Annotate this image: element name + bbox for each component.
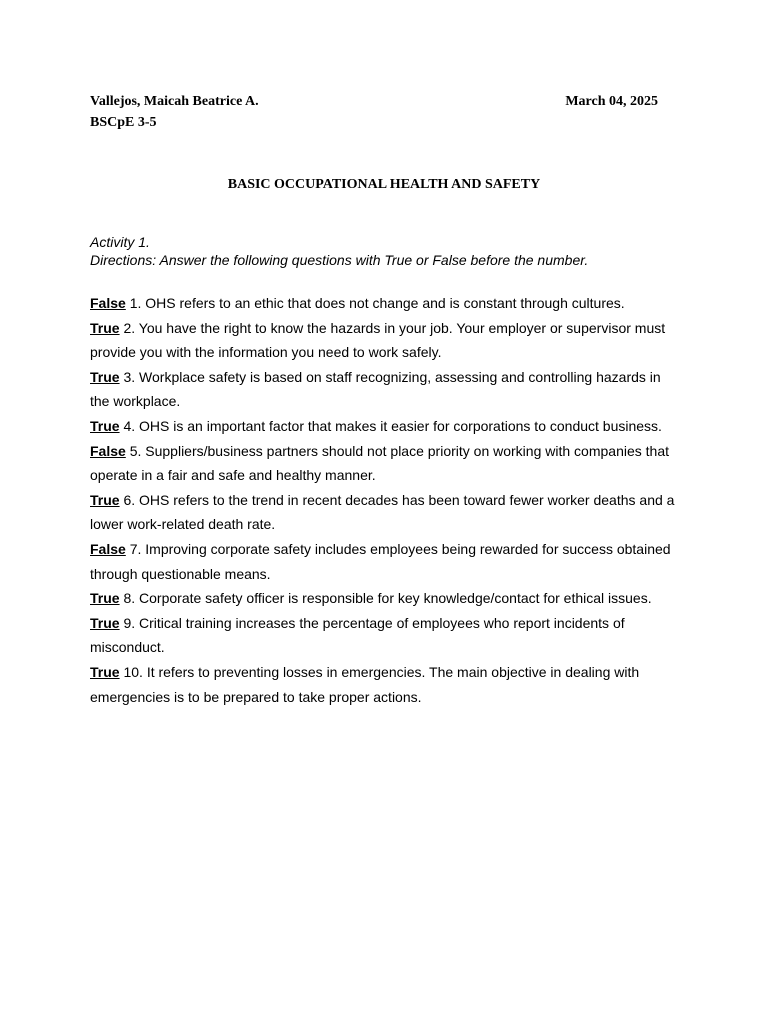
answer-label: True xyxy=(90,590,120,607)
activity-directions: Directions: Answer the following questions with True or False before the number. xyxy=(90,252,589,268)
question-text: 3. Workplace safety is based on staff recognizing, assessing and controlling hazards in the workplace. xyxy=(90,368,661,410)
question-item xyxy=(90,660,680,709)
question-text: 8. Corporate safety officer is responsible for key knowledge/contact for ethical issues. xyxy=(119,590,652,607)
question-item xyxy=(90,488,680,537)
question-text: 9. Critical training increases the percentage of employees who report incidents of misconduct. xyxy=(90,614,625,656)
answer-label: True xyxy=(90,491,120,508)
answer-label: False xyxy=(90,295,126,311)
question-item xyxy=(90,537,680,586)
question-text: 4. OHS is an important factor that makes it easier for corporations to conduct business. xyxy=(119,417,662,434)
question-item xyxy=(90,586,680,611)
question-text: 6. OHS refers to the trend in recent decades has been toward fewer worker deaths and a lower work-related death rate. xyxy=(90,491,675,533)
course-section: BSCpE 3-5 xyxy=(90,115,157,130)
answer-label: True xyxy=(90,663,120,680)
question-text: 5. Suppliers/business partners should not place priority on working with companies that operate in a fair and safe and healthy manner. xyxy=(90,442,669,484)
question-item xyxy=(90,439,680,488)
question-item xyxy=(90,414,680,439)
answer-label: True xyxy=(90,319,120,336)
question-item xyxy=(90,365,680,414)
question-list xyxy=(90,291,680,709)
question-text: 2. You have the right to know the hazards in your job. Your employer or supervisor must provide you with the information you need to work safely. xyxy=(90,319,666,361)
document-title: BASIC OCCUPATIONAL HEALTH AND SAFETY xyxy=(227,177,541,192)
document-date: March 04, 2025 xyxy=(565,94,658,109)
answer-label: True xyxy=(90,368,120,385)
question-item xyxy=(90,291,680,316)
answer-label: True xyxy=(90,614,120,631)
answer-label: True xyxy=(90,417,120,434)
question-item xyxy=(90,316,680,365)
student-name: Vallejos, Maicah Beatrice A. xyxy=(90,94,259,109)
question-item xyxy=(90,611,680,660)
question-text: 10. It refers to preventing losses in emergencies. The main objective in dealing with emergencies is to be prepared to take proper actions. xyxy=(90,663,640,705)
answer-label: False xyxy=(90,540,126,557)
question-text: 7. Improving corporate safety includes employees being rewarded for success obtained through questionable means. xyxy=(90,540,671,582)
activity-label: Activity 1. xyxy=(90,234,150,250)
question-text: 1. OHS refers to an ethic that does not change and is constant through cultures. xyxy=(125,295,625,311)
answer-label: False xyxy=(90,442,126,459)
